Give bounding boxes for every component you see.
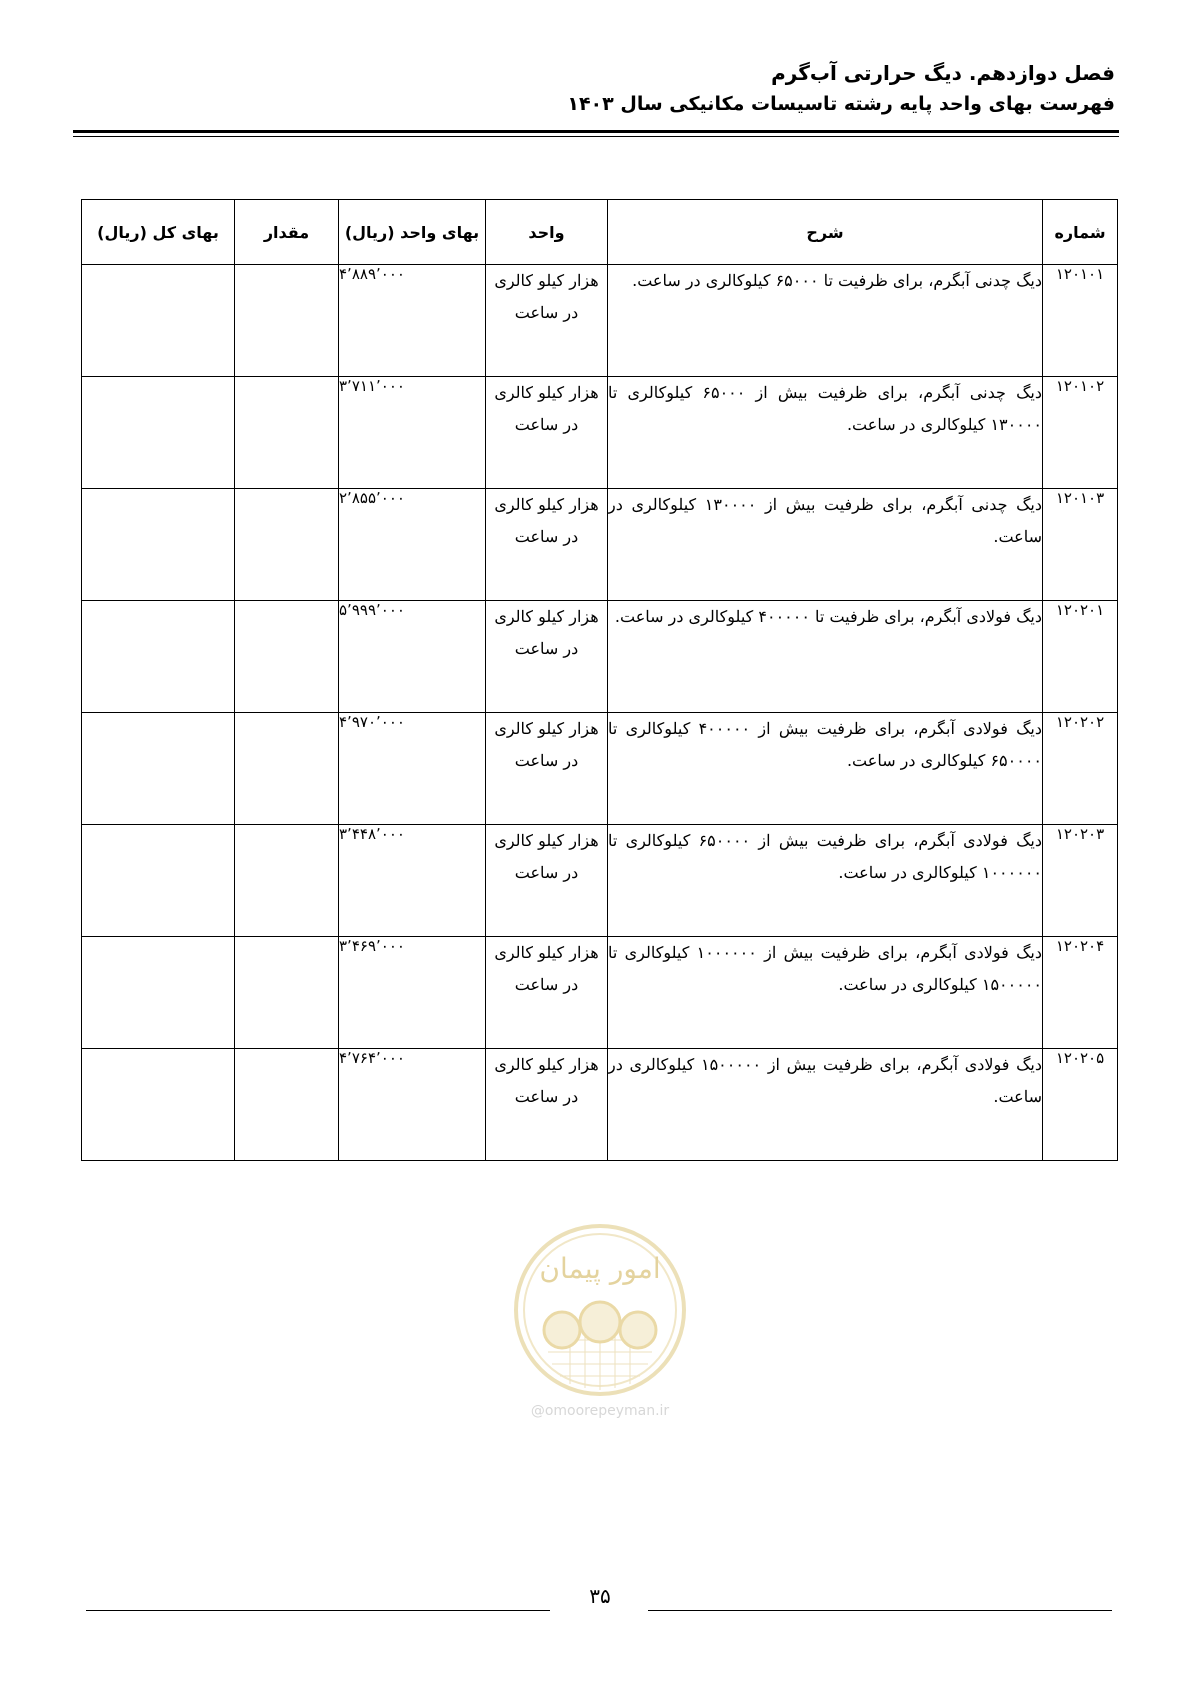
price-table (81, 199, 1118, 1161)
row-total-price[interactable] (82, 1049, 235, 1161)
logo-gear-center-icon (580, 1302, 620, 1342)
row-description: دیگ فولادی آبگرم، برای ظرفیت بیش از ۱۵۰۰۰۰۰ کیلوکالری در ساعت. (608, 1049, 1043, 1161)
header-quantity: مقدار (235, 200, 339, 265)
row-code: ۱۲۰۲۰۱ (1043, 601, 1118, 713)
row-quantity[interactable] (235, 937, 339, 1049)
row-unit-price: ۳٬۷۱۱٬۰۰۰ (339, 377, 486, 489)
row-description: دیگ فولادی آبگرم، برای ظرفیت بیش از ۴۰۰۰۰۰ کیلوکالری تا ۶۵۰۰۰۰ کیلوکالری در ساعت. (608, 713, 1043, 825)
footer-rule-left (86, 1610, 550, 1611)
row-code: ۱۲۰۱۰۳ (1043, 489, 1118, 601)
footer-rule-right (648, 1610, 1112, 1611)
row-total-price[interactable] (82, 937, 235, 1049)
row-unit-price: ۵٬۹۹۹٬۰۰۰ (339, 601, 486, 713)
row-quantity[interactable] (235, 713, 339, 825)
table-row (82, 713, 1118, 825)
row-code: ۱۲۰۲۰۴ (1043, 937, 1118, 1049)
row-unit: هزار کیلو کالری در ساعت (486, 937, 608, 1049)
header-unit: واحد (486, 200, 608, 265)
row-code: ۱۲۰۲۰۳ (1043, 825, 1118, 937)
row-total-price[interactable] (82, 265, 235, 377)
row-description: دیگ فولادی آبگرم، برای ظرفیت بیش از ۶۵۰۰۰۰ کیلوکالری تا ۱۰۰۰۰۰۰ کیلوکالری در ساعت. (608, 825, 1043, 937)
row-quantity[interactable] (235, 825, 339, 937)
row-unit: هزار کیلو کالری در ساعت (486, 1049, 608, 1161)
logo-text: امور پیمان (539, 1252, 661, 1285)
row-code: ۱۲۰۱۰۱ (1043, 265, 1118, 377)
row-unit-price: ۴٬۷۶۴٬۰۰۰ (339, 1049, 486, 1161)
row-quantity[interactable] (235, 601, 339, 713)
header-description: شرح (608, 200, 1043, 265)
row-unit-price: ۳٬۴۴۸٬۰۰۰ (339, 825, 486, 937)
row-quantity[interactable] (235, 265, 339, 377)
chapter-title: فصل دوازدهم. دیگ حرارتی آب‌گرم (771, 61, 1115, 85)
table-row (82, 825, 1118, 937)
row-total-price[interactable] (82, 713, 235, 825)
row-unit: هزار کیلو کالری در ساعت (486, 713, 608, 825)
row-description: دیگ فولادی آبگرم، برای ظرفیت تا ۴۰۰۰۰۰ کیلوکالری در ساعت. (608, 601, 1043, 713)
row-total-price[interactable] (82, 825, 235, 937)
row-quantity[interactable] (235, 1049, 339, 1161)
table-row (82, 489, 1118, 601)
table-row (82, 265, 1118, 377)
page-header (75, 58, 1115, 120)
table-row (82, 1049, 1118, 1161)
row-description: دیگ چدنی آبگرم، برای ظرفیت تا ۶۵۰۰۰ کیلوکالری در ساعت. (608, 265, 1043, 377)
logo-gear-right-icon (620, 1312, 656, 1348)
table-row (82, 377, 1118, 489)
row-code: ۱۲۰۲۰۲ (1043, 713, 1118, 825)
watermark-url: @omoorepeyman.ir (530, 1403, 670, 1419)
watermark-logo (500, 1220, 700, 1400)
header-rule-thick (73, 130, 1119, 133)
row-unit: هزار کیلو کالری در ساعت (486, 825, 608, 937)
header-rule-thin (73, 136, 1119, 137)
header-unit-price: بهای واحد (ریال) (339, 200, 486, 265)
row-unit: هزار کیلو کالری در ساعت (486, 377, 608, 489)
header-total-price: بهای کل (ریال) (82, 200, 235, 265)
row-unit-price: ۳٬۴۶۹٬۰۰۰ (339, 937, 486, 1049)
row-total-price[interactable] (82, 489, 235, 601)
table-row (82, 937, 1118, 1049)
row-unit-price: ۴٬۹۷۰٬۰۰۰ (339, 713, 486, 825)
row-total-price[interactable] (82, 377, 235, 489)
row-total-price[interactable] (82, 601, 235, 713)
row-unit: هزار کیلو کالری در ساعت (486, 489, 608, 601)
row-description: دیگ چدنی آبگرم، برای ظرفیت بیش از ۱۳۰۰۰۰ کیلوکالری در ساعت. (608, 489, 1043, 601)
row-unit: هزار کیلو کالری در ساعت (486, 265, 608, 377)
row-code: ۱۲۰۲۰۵ (1043, 1049, 1118, 1161)
row-description: دیگ فولادی آبگرم، برای ظرفیت بیش از ۱۰۰۰۰۰۰ کیلوکالری تا ۱۵۰۰۰۰۰ کیلوکالری در ساعت. (608, 937, 1043, 1049)
table-row (82, 601, 1118, 713)
row-unit-price: ۲٬۸۵۵٬۰۰۰ (339, 489, 486, 601)
row-unit: هزار کیلو کالری در ساعت (486, 601, 608, 713)
document-title: فهرست بهای واحد پایه رشته تاسیسات مکانیکی سال ۱۴۰۳ (567, 93, 1115, 115)
row-code: ۱۲۰۱۰۲ (1043, 377, 1118, 489)
logo-gear-left-icon (544, 1312, 580, 1348)
row-quantity[interactable] (235, 489, 339, 601)
row-unit-price: ۴٬۸۸۹٬۰۰۰ (339, 265, 486, 377)
table-header-row (82, 200, 1118, 265)
header-code: شماره (1043, 200, 1118, 265)
page-number: ۳۵ (589, 1584, 611, 1608)
row-quantity[interactable] (235, 377, 339, 489)
row-description: دیگ چدنی آبگرم، برای ظرفیت بیش از ۶۵۰۰۰ کیلوکالری تا ۱۳۰۰۰۰ کیلوکالری در ساعت. (608, 377, 1043, 489)
